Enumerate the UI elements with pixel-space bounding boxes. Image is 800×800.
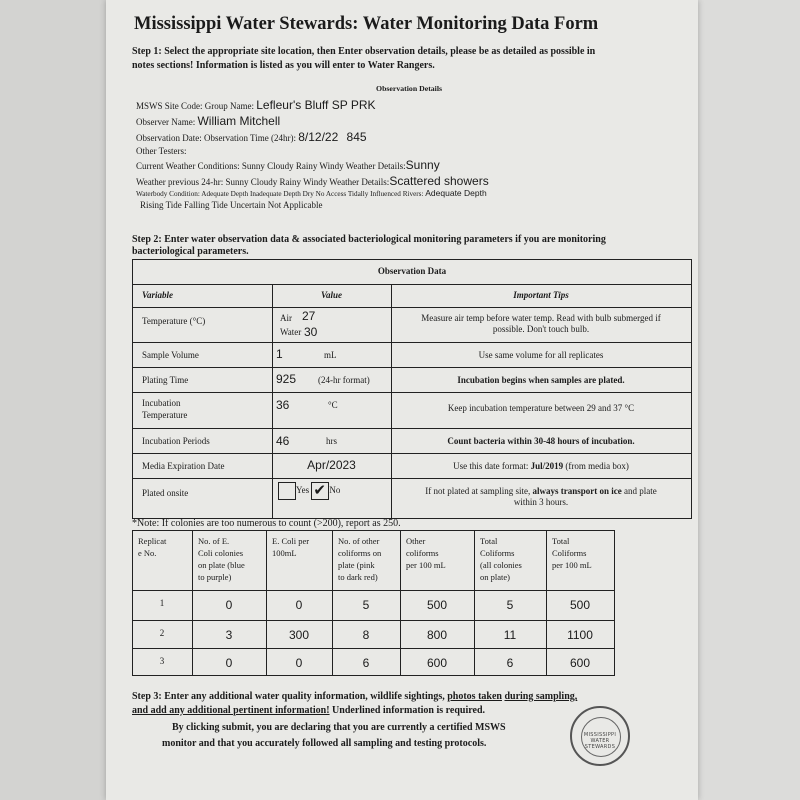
plating-time-value[interactable]: 925: [276, 372, 297, 386]
observation-details-heading: Observation Details: [376, 84, 443, 93]
replicate-header-line: No. of other: [338, 536, 380, 546]
step3-line3: By clicking submit, you are declaring that you are currently a certified MSWS: [172, 722, 506, 733]
replicate-cell[interactable]: 600: [569, 656, 591, 670]
replicate-header-line: on plate): [480, 572, 510, 582]
time-value[interactable]: 845: [346, 130, 367, 144]
replicate-header-line: coliforms: [406, 548, 439, 558]
site-code-row: [136, 98, 376, 112]
step2-line2: bacteriological parameters.: [132, 246, 249, 257]
checkmark-icon: ✔: [313, 482, 326, 499]
replicate-header-line: Total: [480, 536, 498, 546]
temperature-tip: Measure air temp before water temp. Read with bulb submerged if possible. Don't touch bulb.: [421, 313, 661, 334]
incubation-periods-tip: Count bacteria within 30-48 hours of incubation.: [447, 436, 635, 446]
form-title: Mississippi Water Stewards: Water Monitoring Data Form: [134, 14, 599, 34]
water-value[interactable]: 30: [304, 325, 318, 339]
water-label: Water: [280, 327, 302, 337]
incubation-temp-tip: Keep incubation temperature between 29 and 37 °C: [447, 403, 635, 413]
date-label: Observation Date: Observation Time (24hr):: [136, 133, 296, 143]
incubation-temp-label-1: Incubation: [142, 398, 181, 408]
site-code-label: MSWS Site Code: Group Name:: [136, 101, 254, 111]
observer-row: [136, 114, 280, 128]
tide-options: Rising Tide Falling Tide Uncertain Not Applicable: [140, 200, 323, 210]
step3-line2: and add any additional pertinent information! Underlined information is required.: [132, 705, 486, 716]
plating-time-unit: (24-hr format): [318, 375, 370, 385]
current-weather-row: [136, 158, 440, 172]
replicate-cell[interactable]: 0: [225, 598, 233, 612]
prev-weather-label: Weather previous 24-hr: Sunny Cloudy Rainy Windy Weather Details:: [136, 177, 390, 187]
incubation-temp-unit: °C: [328, 400, 338, 410]
date-value[interactable]: 8/12/22: [298, 130, 339, 144]
incubation-periods-unit: hrs: [326, 436, 337, 446]
air-value[interactable]: 27: [302, 309, 316, 323]
replicate-header-line: (all colonies: [480, 560, 522, 570]
replicate-cell[interactable]: 11: [503, 628, 517, 642]
incubation-temp-value[interactable]: 36: [276, 398, 290, 412]
form-paper: [106, 0, 698, 800]
replicate-cell[interactable]: 500: [426, 598, 448, 612]
waterbody-value[interactable]: Adequate Depth: [425, 188, 487, 198]
replicate-header-line: E. Coli per: [272, 536, 310, 546]
replicate-cell[interactable]: 1100: [567, 628, 593, 642]
yes-label: Yes: [296, 485, 310, 496]
replicate-header-line: Other: [406, 536, 426, 546]
replicate-header-line: per 100 mL: [552, 560, 592, 570]
step1-line1: Step 1: Select the appropriate site location, then Enter observation details, please be as detailed as possible in: [132, 46, 596, 57]
current-weather-label: Current Weather Conditions: Sunny Cloudy Rainy Windy Weather Details:: [136, 161, 406, 171]
prev-weather-row: [136, 174, 489, 188]
observation-table-title: Observation Data: [377, 266, 447, 276]
replicate-cell[interactable]: 3: [225, 628, 233, 642]
plated-onsite-label: Plated onsite: [142, 488, 189, 498]
replicate-header-line: to dark red): [338, 572, 378, 582]
replicate-number: 1: [159, 598, 165, 608]
replicate-cell[interactable]: 800: [426, 628, 448, 642]
replicate-header-line: Coliforms: [480, 548, 515, 558]
background-right: [696, 0, 800, 800]
yes-checkbox[interactable]: [278, 482, 296, 500]
media-expiration-label: Media Expiration Date: [142, 461, 225, 471]
header-variable: Variable: [142, 290, 174, 300]
site-code-value[interactable]: Lefleur's Bluff SP PRK: [256, 98, 376, 112]
plating-time-tip: Incubation begins when samples are plated.: [457, 375, 625, 385]
replicate-cell[interactable]: 6: [506, 656, 514, 670]
replicate-cell[interactable]: 8: [362, 628, 370, 642]
replicate-cell[interactable]: 300: [288, 628, 310, 642]
air-label: Air: [280, 313, 292, 323]
replicate-number: 3: [159, 656, 165, 666]
step3-line4: monitor and that you accurately followed all sampling and testing protocols.: [162, 738, 487, 749]
replicate-header-line: coliforms on: [338, 548, 382, 558]
header-value: Value: [320, 290, 342, 300]
observer-value[interactable]: William Mitchell: [197, 114, 281, 128]
sample-volume-tip: Use same volume for all replicates: [478, 350, 604, 360]
colonies-note: *Note: If colonies are too numerous to count (>200), report as 250.: [132, 518, 401, 529]
incubation-temp-label-2: Temperature: [142, 410, 188, 420]
replicate-header-line: Coliforms: [552, 548, 587, 558]
replicate-header-line: on plate (blue: [198, 560, 245, 570]
other-testers-label: Other Testers:: [136, 146, 187, 156]
replicate-cell[interactable]: 0: [295, 598, 303, 612]
replicate-header-line: e No.: [138, 548, 157, 558]
replicate-number: 2: [159, 628, 165, 638]
replicate-cell[interactable]: 600: [426, 656, 448, 670]
header-tips: Important Tips: [513, 290, 569, 300]
plated-onsite-tip: If not plated at sampling site, always transport on ice and plate within 3 hours.: [425, 486, 657, 508]
replicate-header-line: Coli colonies: [198, 548, 244, 558]
replicate-header-line: No. of E.: [198, 536, 230, 546]
replicate-cell[interactable]: 0: [225, 656, 233, 670]
prev-weather-value[interactable]: Scattered showers: [389, 174, 489, 188]
waterbody-row: [136, 188, 487, 198]
replicate-header-line: to purple): [198, 572, 232, 582]
replicate-cell[interactable]: 5: [362, 598, 370, 612]
sample-volume-label: Sample Volume: [142, 350, 199, 360]
waterbody-label: Waterbody Condition: Adequate Depth Inadequate Depth Dry No Access Tidally Influenced Rivers:: [136, 190, 424, 198]
replicate-header-line: Total: [552, 536, 570, 546]
step2-line1: Step 2: Enter water observation data & associated bacteriological monitoring parameters if you are monitoring: [132, 234, 606, 245]
no-label: No: [329, 485, 341, 496]
replicate-header-line: plate (pink: [338, 560, 375, 570]
seal-text: MISSISSIPPI WATER STEWARDS: [583, 732, 617, 750]
current-weather-value[interactable]: Sunny: [405, 158, 440, 172]
replicate-cell[interactable]: 5: [506, 598, 514, 612]
replicate-cell[interactable]: 6: [362, 656, 370, 670]
background-left: [0, 0, 108, 800]
sample-volume-value[interactable]: 1: [276, 347, 283, 361]
step3-line1: Step 3: Enter any additional water quality information, wildlife sightings, photos taken during sampling,: [132, 691, 578, 702]
mississippi-water-stewards-seal: [570, 706, 630, 766]
observer-label: Observer Name:: [136, 117, 196, 127]
replicate-cell[interactable]: 0: [295, 656, 303, 670]
replicate-header-line: per 100 mL: [406, 560, 446, 570]
step1-line2: notes sections! Information is listed as you will enter to Water Rangers.: [132, 60, 435, 71]
incubation-periods-value[interactable]: 46: [276, 434, 290, 448]
incubation-periods-label: Incubation Periods: [142, 436, 210, 446]
plating-time-label: Plating Time: [142, 375, 189, 385]
plated-onsite-options: [278, 482, 340, 500]
replicate-cell[interactable]: 500: [569, 598, 591, 612]
date-row: [136, 130, 367, 144]
replicate-header-line: 100mL: [272, 548, 297, 558]
temperature-label: Temperature (°C): [142, 316, 206, 326]
no-checkbox[interactable]: [311, 482, 329, 500]
replicate-header-line: Replicat: [138, 536, 167, 546]
sample-volume-unit: mL: [324, 350, 337, 360]
media-expiration-value[interactable]: Apr/2023: [307, 458, 356, 472]
media-expiration-tip: Use this date format: Jul/2019 (from media box): [453, 461, 629, 471]
